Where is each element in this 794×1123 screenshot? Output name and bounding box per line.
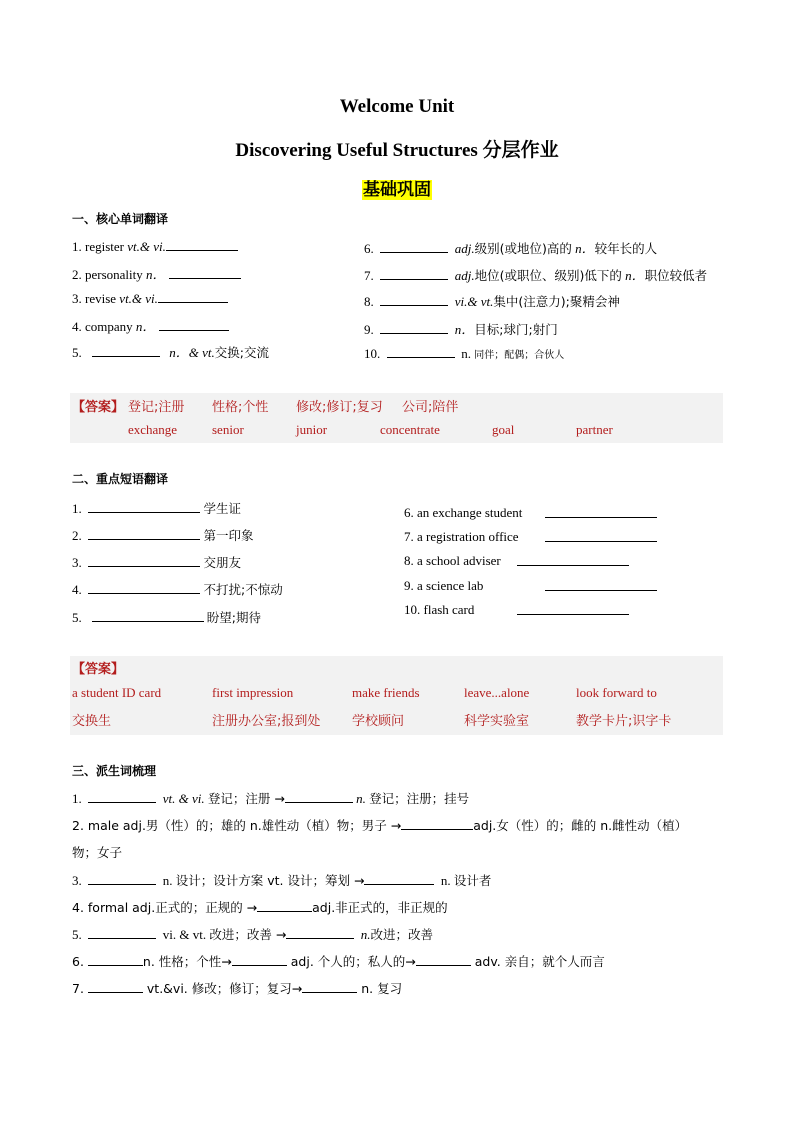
answer-blank[interactable] (364, 872, 434, 885)
unit-title: Welcome Unit (339, 96, 455, 117)
answer-blank[interactable] (257, 899, 312, 912)
page-title: Discovering Useful Structures 分层作业 (235, 140, 559, 161)
answer-blank[interactable] (169, 266, 241, 279)
answer-blank[interactable] (380, 267, 448, 280)
s1-item-9: 9. n．目标;球门;射门 (364, 322, 558, 337)
answer: 教学卡片;识字卡 (576, 714, 672, 729)
answer-blank[interactable] (380, 240, 448, 253)
answer-blank[interactable] (380, 321, 448, 334)
s3-line-7: 7. vt.&vi. 修改；修订；复习→ n. 复习 (72, 981, 403, 996)
s1-item-4: 4. company n． (72, 316, 229, 335)
answer-blank[interactable] (380, 293, 448, 306)
answer-blank[interactable] (401, 817, 473, 830)
answer-blank[interactable] (159, 318, 229, 331)
answer-blank[interactable] (88, 527, 200, 540)
answer: 注册办公室;报到处 (212, 714, 321, 729)
s2-left-1: 1. 学生证 (72, 501, 242, 516)
level-tag: 基础巩固 (363, 180, 431, 200)
answer: first impression (212, 685, 294, 700)
answer-blank[interactable] (88, 500, 200, 513)
s1-item-2: 2. personality n． (72, 264, 241, 283)
answer: 公司;陪伴 (402, 400, 459, 415)
s3-line-5: 5. vi. & vt. 改进；改善 → n.改进；改善 (72, 927, 434, 942)
answer-blank[interactable] (545, 578, 657, 591)
answer-blank[interactable] (166, 238, 238, 251)
answer: concentrate (380, 422, 440, 437)
answer-blank[interactable] (92, 609, 204, 622)
answer: 性格;个性 (212, 400, 269, 415)
answer: 学校顾问 (352, 714, 405, 729)
answer: goal (492, 422, 515, 437)
answer-blank[interactable] (285, 790, 353, 803)
s2-left-5: 5. 盼望;期待 (72, 610, 261, 625)
s1-item-5: 5. n．& vt.交换;交流 (72, 345, 269, 360)
s3-line-6: 6. n. 性格；个性→ adj. 个人的；私人的→ adv. 亲自；就个人而言 (72, 954, 605, 969)
s2-left-2: 2. 第一印象 (72, 528, 254, 543)
answer-blank[interactable] (88, 581, 200, 594)
s1-item-7: 7. adj.地位(或职位、级别)低下的 n．职位较低者 (364, 268, 708, 283)
answer-label: 【答案】 (72, 400, 125, 415)
answer-blank[interactable] (302, 980, 357, 993)
section2-heading: 二、重点短语翻译 (72, 472, 169, 486)
section3-heading: 三、派生词梳理 (72, 764, 157, 778)
answer: junior (296, 422, 328, 437)
s1-item-8: 8. vi.& vt.集中(注意力);聚精会神 (364, 294, 620, 309)
s1-item-1: 1. register vt.& vi. (72, 238, 238, 255)
answer: 修改;修订;复习 (296, 400, 383, 415)
s2-left-3: 3. 交朋友 (72, 555, 242, 570)
answer: senior (212, 422, 244, 437)
answer: make friends (352, 685, 420, 700)
s3-line-3: 3. n. 设计；设计方案 vt. 设计；筹划 → n. 设计者 (72, 873, 492, 888)
s1-item-3: 3. revise vt.& vi. (72, 290, 228, 307)
answer: partner (576, 422, 613, 437)
answer: 交换生 (72, 714, 112, 729)
s2-right-7: 7. a registration office (404, 529, 519, 544)
answer-blank[interactable] (158, 290, 228, 303)
answer-blank[interactable] (88, 554, 200, 567)
s3-line-2: 2. male adj.男（性）的；雄的 n.雄性动（植）物；男子 → adj.女（性）的；雌的 n.雌性动（植） (72, 818, 688, 833)
s2-left-4: 4. 不打扰;不惊动 (72, 582, 283, 597)
answer: leave...alone (464, 685, 530, 700)
s3-line-4: 4. formal adj.正式的；正规的 → adj.非正式的，非正规的 (72, 900, 448, 915)
answer-blank[interactable] (88, 790, 156, 803)
s3-line-2b: 物；女子 (72, 845, 123, 860)
s3-line-1: 1. vt. & vi. 登记；注册 → n. 登记；注册；挂号 (72, 791, 470, 806)
answer-blank[interactable] (387, 345, 455, 358)
answer-blank[interactable] (88, 872, 156, 885)
answer-blank[interactable] (88, 926, 156, 939)
answer-label: 【答案】 (72, 662, 125, 677)
s2-right-10: 10. flash card (404, 602, 475, 617)
answer-blank[interactable] (88, 980, 143, 993)
s1-item-10: 10. n. 同伴；配偶；合伙人 (364, 346, 565, 361)
answer-blank[interactable] (232, 953, 287, 966)
answer: 登记;注册 (128, 400, 185, 415)
section1-heading: 一、核心单词翻译 (72, 212, 169, 226)
answer: 科学实验室 (464, 714, 530, 729)
s2-right-6: 6. an exchange student (404, 505, 523, 520)
answer: exchange (128, 422, 178, 437)
s2-right-8: 8. a school adviser (404, 553, 501, 568)
answer-blank[interactable] (545, 505, 657, 518)
answer: look forward to (576, 685, 657, 700)
answer: a student ID card (72, 685, 162, 700)
answer-blank[interactable] (545, 529, 657, 542)
answer-blank[interactable] (416, 953, 471, 966)
answer-blank[interactable] (517, 602, 629, 615)
answer-blank[interactable] (92, 344, 160, 357)
s2-right-9: 9. a science lab (404, 578, 484, 593)
s1-item-6: 6. adj.级别(或地位)高的 n．较年长的人 (364, 241, 658, 256)
answer-blank[interactable] (88, 953, 143, 966)
answer-blank[interactable] (517, 553, 629, 566)
answer-blank[interactable] (286, 926, 354, 939)
